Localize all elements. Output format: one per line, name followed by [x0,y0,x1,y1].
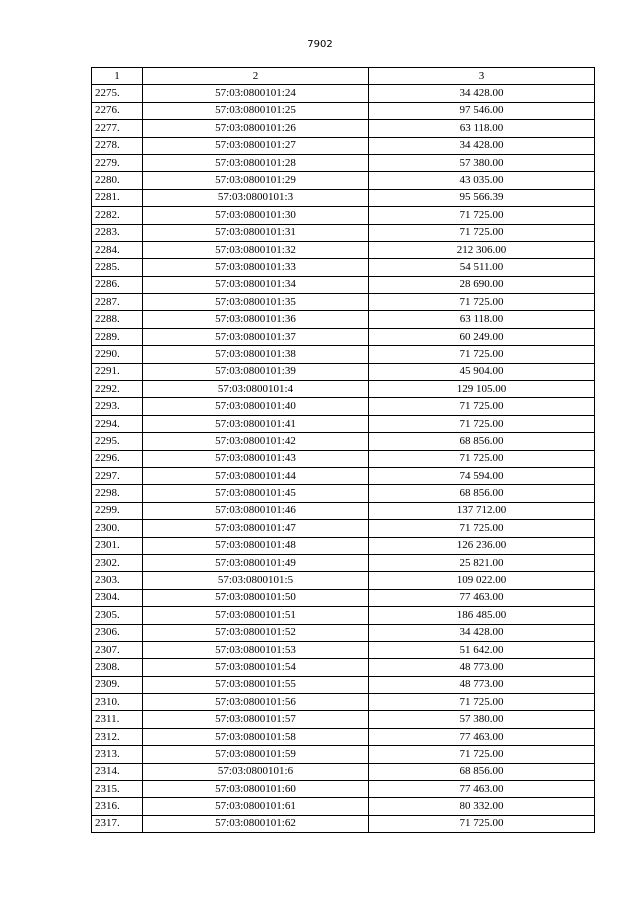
table-row [92,694,595,711]
row-number: 2278. [92,137,143,154]
table-row [92,711,595,728]
table-row [92,328,595,345]
table-row [92,520,595,537]
cadastral-value: 34 428.00 [369,85,595,102]
table-row [92,572,595,589]
cadastral-number: 57:03:0800101:54 [143,659,369,676]
cadastral-value: 77 463.00 [369,781,595,798]
column-header-3: 3 [369,68,595,85]
row-number: 2312. [92,728,143,745]
cadastral-number: 57:03:0800101:35 [143,294,369,311]
table-row [92,485,595,502]
cadastral-value: 45 904.00 [369,363,595,380]
cadastral-value: 63 118.00 [369,311,595,328]
cadastral-number: 57:03:0800101:25 [143,102,369,119]
cadastral-number: 57:03:0800101:26 [143,120,369,137]
row-number: 2297. [92,467,143,484]
cadastral-number: 57:03:0800101:59 [143,746,369,763]
cadastral-number: 57:03:0800101:43 [143,450,369,467]
table-row [92,641,595,658]
row-number: 2284. [92,241,143,258]
table-row [92,781,595,798]
row-number: 2316. [92,798,143,815]
row-number: 2282. [92,207,143,224]
cadastral-number: 57:03:0800101:39 [143,363,369,380]
cadastral-value: 109 022.00 [369,572,595,589]
table-row [92,259,595,276]
table-row [92,763,595,780]
table-row [92,294,595,311]
cadastral-number: 57:03:0800101:55 [143,676,369,693]
cadastral-value: 126 236.00 [369,537,595,554]
cadastral-value: 57 380.00 [369,711,595,728]
row-number: 2276. [92,102,143,119]
table-row [92,172,595,189]
row-number: 2287. [92,294,143,311]
cadastral-number: 57:03:0800101:32 [143,241,369,258]
table-row [92,624,595,641]
cadastral-number: 57:03:0800101:44 [143,467,369,484]
cadastral-value: 71 725.00 [369,415,595,432]
table-row [92,154,595,171]
table-row [92,224,595,241]
cadastral-number: 57:03:0800101:5 [143,572,369,589]
cadastral-value: 28 690.00 [369,276,595,293]
table-row [92,659,595,676]
table-row [92,137,595,154]
cadastral-number: 57:03:0800101:31 [143,224,369,241]
row-number: 2288. [92,311,143,328]
page-number: 7902 [307,39,333,50]
row-number: 2279. [92,154,143,171]
cadastral-value: 71 725.00 [369,207,595,224]
cadastral-number: 57:03:0800101:37 [143,328,369,345]
cadastral-value: 129 105.00 [369,381,595,398]
cadastral-number: 57:03:0800101:40 [143,398,369,415]
table-row [92,276,595,293]
cadastral-value: 71 725.00 [369,520,595,537]
cadastral-value: 34 428.00 [369,624,595,641]
row-number: 2283. [92,224,143,241]
cadastral-value: 186 485.00 [369,607,595,624]
row-number: 2303. [92,572,143,589]
cadastral-number: 57:03:0800101:57 [143,711,369,728]
cadastral-value: 25 821.00 [369,554,595,571]
table-row [92,85,595,102]
cadastral-value: 34 428.00 [369,137,595,154]
table-row [92,102,595,119]
row-number: 2275. [92,85,143,102]
table-row [92,450,595,467]
cadastral-value: 60 249.00 [369,328,595,345]
row-number: 2293. [92,398,143,415]
cadastral-value: 68 856.00 [369,433,595,450]
table-row [92,346,595,363]
table-row [92,676,595,693]
cadastral-value: 71 725.00 [369,746,595,763]
table-row [92,311,595,328]
row-number: 2301. [92,537,143,554]
cadastral-value: 77 463.00 [369,589,595,606]
cadastral-number: 57:03:0800101:34 [143,276,369,293]
cadastral-number: 57:03:0800101:27 [143,137,369,154]
cadastral-value: 48 773.00 [369,659,595,676]
cadastral-number: 57:03:0800101:42 [143,433,369,450]
cadastral-number: 57:03:0800101:33 [143,259,369,276]
row-number: 2290. [92,346,143,363]
table-row [92,537,595,554]
cadastral-value: 95 566.39 [369,189,595,206]
table-row [92,607,595,624]
cadastral-number: 57:03:0800101:36 [143,311,369,328]
cadastral-value: 57 380.00 [369,154,595,171]
cadastral-value: 71 725.00 [369,224,595,241]
cadastral-value: 71 725.00 [369,294,595,311]
table-row [92,189,595,206]
row-number: 2307. [92,641,143,658]
cadastral-value: 71 725.00 [369,815,595,832]
row-number: 2309. [92,676,143,693]
row-number: 2308. [92,659,143,676]
cadastral-value: 80 332.00 [369,798,595,815]
row-number: 2280. [92,172,143,189]
row-number: 2289. [92,328,143,345]
cadastral-value: 68 856.00 [369,485,595,502]
cadastral-value: 71 725.00 [369,450,595,467]
table-row [92,120,595,137]
row-number: 2286. [92,276,143,293]
table-row [92,798,595,815]
row-number: 2310. [92,694,143,711]
cadastral-number: 57:03:0800101:61 [143,798,369,815]
row-number: 2317. [92,815,143,832]
row-number: 2295. [92,433,143,450]
table-row [92,415,595,432]
cadastral-value: 51 642.00 [369,641,595,658]
cadastral-value: 71 725.00 [369,694,595,711]
row-number: 2277. [92,120,143,137]
cadastral-number: 57:03:0800101:45 [143,485,369,502]
row-number: 2299. [92,502,143,519]
cadastral-number: 57:03:0800101:49 [143,554,369,571]
table-row [92,381,595,398]
row-number: 2296. [92,450,143,467]
cadastral-number: 57:03:0800101:58 [143,728,369,745]
cadastral-number: 57:03:0800101:48 [143,537,369,554]
cadastral-number: 57:03:0800101:47 [143,520,369,537]
table-body [92,85,595,833]
cadastral-value: 71 725.00 [369,346,595,363]
row-number: 2300. [92,520,143,537]
cadastral-number: 57:03:0800101:51 [143,607,369,624]
cadastral-number: 57:03:0800101:60 [143,781,369,798]
cadastral-number: 57:03:0800101:53 [143,641,369,658]
table-row [92,746,595,763]
cadastral-value-table [91,67,595,833]
cadastral-number: 57:03:0800101:30 [143,207,369,224]
row-number: 2292. [92,381,143,398]
column-header-2: 2 [143,68,369,85]
cadastral-value: 74 594.00 [369,467,595,484]
row-number: 2294. [92,415,143,432]
cadastral-value: 48 773.00 [369,676,595,693]
column-number-row [92,68,595,85]
row-number: 2306. [92,624,143,641]
cadastral-value: 68 856.00 [369,763,595,780]
cadastral-number: 57:03:0800101:46 [143,502,369,519]
cadastral-number: 57:03:0800101:41 [143,415,369,432]
table-row [92,502,595,519]
cadastral-value: 97 546.00 [369,102,595,119]
table-row [92,207,595,224]
row-number: 2298. [92,485,143,502]
cadastral-number: 57:03:0800101:6 [143,763,369,780]
cadastral-number: 57:03:0800101:38 [143,346,369,363]
table-row [92,433,595,450]
table-row [92,554,595,571]
cadastral-value: 43 035.00 [369,172,595,189]
cadastral-number: 57:03:0800101:4 [143,381,369,398]
cadastral-number: 57:03:0800101:50 [143,589,369,606]
cadastral-number: 57:03:0800101:62 [143,815,369,832]
cadastral-value: 71 725.00 [369,398,595,415]
cadastral-number: 57:03:0800101:56 [143,694,369,711]
table-row [92,398,595,415]
row-number: 2281. [92,189,143,206]
table-row [92,589,595,606]
row-number: 2305. [92,607,143,624]
cadastral-value: 212 306.00 [369,241,595,258]
cadastral-value: 77 463.00 [369,728,595,745]
row-number: 2311. [92,711,143,728]
column-header-1: 1 [92,68,143,85]
row-number: 2291. [92,363,143,380]
table-row [92,241,595,258]
row-number: 2313. [92,746,143,763]
row-number: 2285. [92,259,143,276]
row-number: 2302. [92,554,143,571]
table-row [92,363,595,380]
cadastral-number: 57:03:0800101:52 [143,624,369,641]
cadastral-value: 63 118.00 [369,120,595,137]
table-row [92,815,595,832]
row-number: 2315. [92,781,143,798]
table-row [92,467,595,484]
cadastral-number: 57:03:0800101:24 [143,85,369,102]
cadastral-value: 54 511.00 [369,259,595,276]
row-number: 2304. [92,589,143,606]
cadastral-number: 57:03:0800101:3 [143,189,369,206]
table-row [92,728,595,745]
cadastral-number: 57:03:0800101:28 [143,154,369,171]
cadastral-number: 57:03:0800101:29 [143,172,369,189]
cadastral-value: 137 712.00 [369,502,595,519]
row-number: 2314. [92,763,143,780]
